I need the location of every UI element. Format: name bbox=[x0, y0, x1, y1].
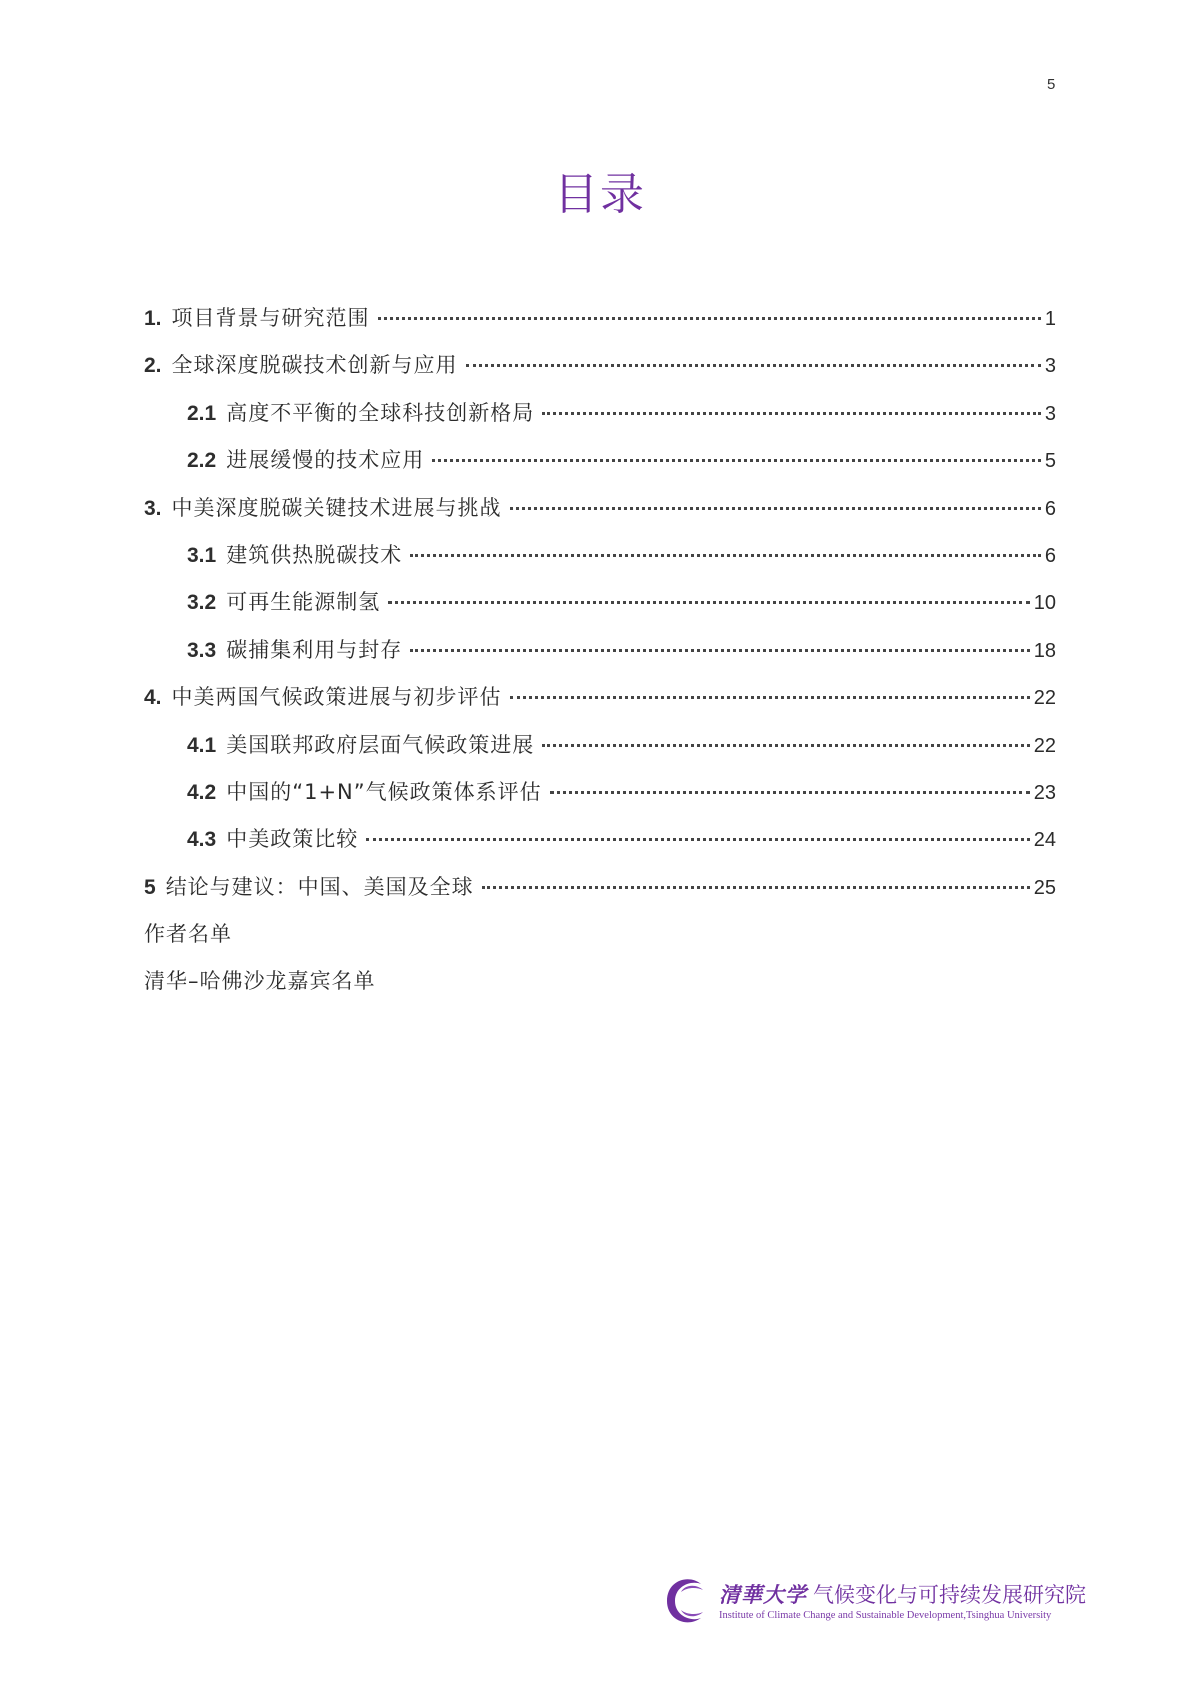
dot-leader bbox=[378, 317, 1041, 320]
dot-leader bbox=[410, 649, 1030, 652]
toc-entry-title: 中美深度脱碳关键技术进展与挑战 bbox=[171, 495, 502, 520]
toc-entry-number: 4.1 bbox=[187, 733, 217, 757]
toc-entry-title: 项目背景与研究范围 bbox=[171, 306, 370, 330]
table-of-contents bbox=[144, 302, 1056, 1013]
toc-entry-page: 1 bbox=[1044, 308, 1056, 330]
crescent-c-logo-icon bbox=[663, 1576, 707, 1626]
toc-entry[interactable] bbox=[144, 492, 1056, 539]
toc-entry-title: 高度不平衡的全球科技创新格局 bbox=[226, 400, 535, 425]
page-title: 目录 bbox=[554, 169, 646, 220]
toc-entry[interactable] bbox=[144, 871, 1056, 918]
toc-entry-number: 5 bbox=[144, 875, 156, 899]
toc-entry-number: 3.1 bbox=[187, 543, 217, 567]
toc-entry-title: 进展缓慢的技术应用 bbox=[226, 448, 425, 473]
toc-entry[interactable] bbox=[144, 444, 1056, 491]
toc-entry-title: 中美两国气候政策进展与初步评估 bbox=[171, 685, 502, 710]
toc-entry-title: 作者名单 bbox=[144, 922, 232, 947]
toc-entry[interactable] bbox=[144, 823, 1056, 870]
toc-entry-number: 4. bbox=[144, 686, 162, 710]
toc-entry-page: 6 bbox=[1044, 544, 1056, 567]
toc-entry-page: 25 bbox=[1033, 876, 1056, 899]
toc-entry-page: 5 bbox=[1044, 450, 1056, 473]
toc-entry-title: 结论与建议：中国、美国及全球 bbox=[165, 874, 474, 899]
dot-leader bbox=[410, 554, 1041, 557]
institute-name-en: Institute of Climate Change and Sustainable Development,Tsinghua University bbox=[719, 1609, 1052, 1621]
toc-entry-title: 建筑供热脱碳技术 bbox=[226, 542, 403, 567]
dot-leader bbox=[366, 838, 1030, 841]
toc-entry-salon-guests[interactable] bbox=[144, 965, 1056, 1012]
toc-entry-number: 3. bbox=[144, 496, 162, 520]
toc-entry-title: 碳捕集利用与封存 bbox=[226, 637, 403, 662]
dot-leader bbox=[510, 507, 1041, 510]
toc-entry-number: 4.3 bbox=[187, 828, 217, 852]
toc-entry-page: 3 bbox=[1044, 355, 1056, 378]
toc-entry[interactable] bbox=[144, 729, 1056, 776]
dot-leader bbox=[510, 696, 1030, 699]
toc-entry-page: 18 bbox=[1033, 639, 1056, 662]
toc-entry-page: 22 bbox=[1033, 734, 1056, 757]
toc-entry[interactable] bbox=[144, 397, 1056, 444]
toc-entry[interactable] bbox=[144, 634, 1056, 681]
toc-entry-page: 22 bbox=[1033, 687, 1056, 710]
toc-entry-number: 3.3 bbox=[187, 638, 217, 662]
page-number: 5 bbox=[1047, 76, 1056, 93]
toc-entry-title: 可再生能源制氢 bbox=[226, 590, 381, 615]
toc-entry-number: 2.1 bbox=[187, 401, 217, 425]
university-name: 清華大学 bbox=[719, 1581, 807, 1607]
toc-entry-number: 1. bbox=[144, 307, 162, 330]
toc-entry-number: 2. bbox=[144, 354, 162, 378]
toc-entry-title: 中国的“1+N”气候政策体系评估 bbox=[226, 779, 542, 804]
dot-leader bbox=[482, 886, 1030, 889]
toc-entry-page: 23 bbox=[1033, 781, 1056, 804]
toc-entry[interactable] bbox=[144, 539, 1056, 586]
toc-entry[interactable] bbox=[144, 349, 1056, 396]
toc-entry[interactable] bbox=[144, 586, 1056, 633]
toc-entry-title: 中美政策比较 bbox=[226, 827, 359, 852]
institute-logo bbox=[663, 1576, 1086, 1626]
toc-entry-number: 2.2 bbox=[187, 449, 217, 473]
toc-entry-authors[interactable] bbox=[144, 918, 1056, 965]
toc-entry-page: 3 bbox=[1044, 402, 1056, 425]
institute-name-cn: 气候变化与可持续发展研究院 bbox=[813, 1582, 1086, 1607]
dot-leader bbox=[432, 459, 1041, 462]
toc-entry[interactable] bbox=[144, 681, 1056, 728]
toc-entry-page: 10 bbox=[1033, 592, 1056, 615]
toc-entry-title: 清华–哈佛沙龙嘉宾名单 bbox=[144, 969, 376, 994]
toc-entry-title: 美国联邦政府层面气候政策进展 bbox=[226, 732, 535, 757]
toc-entry-number: 4.2 bbox=[187, 780, 217, 804]
dot-leader bbox=[388, 601, 1030, 604]
dot-leader bbox=[542, 744, 1030, 747]
toc-entry[interactable] bbox=[144, 776, 1056, 823]
toc-entry-page: 24 bbox=[1033, 829, 1056, 852]
toc-entry-title: 全球深度脱碳技术创新与应用 bbox=[171, 353, 458, 378]
dot-leader bbox=[466, 364, 1041, 367]
dot-leader bbox=[542, 412, 1041, 415]
toc-entry[interactable] bbox=[144, 302, 1056, 349]
dot-leader bbox=[550, 791, 1030, 794]
toc-entry-number: 3.2 bbox=[187, 591, 217, 615]
toc-entry-page: 6 bbox=[1044, 497, 1056, 520]
